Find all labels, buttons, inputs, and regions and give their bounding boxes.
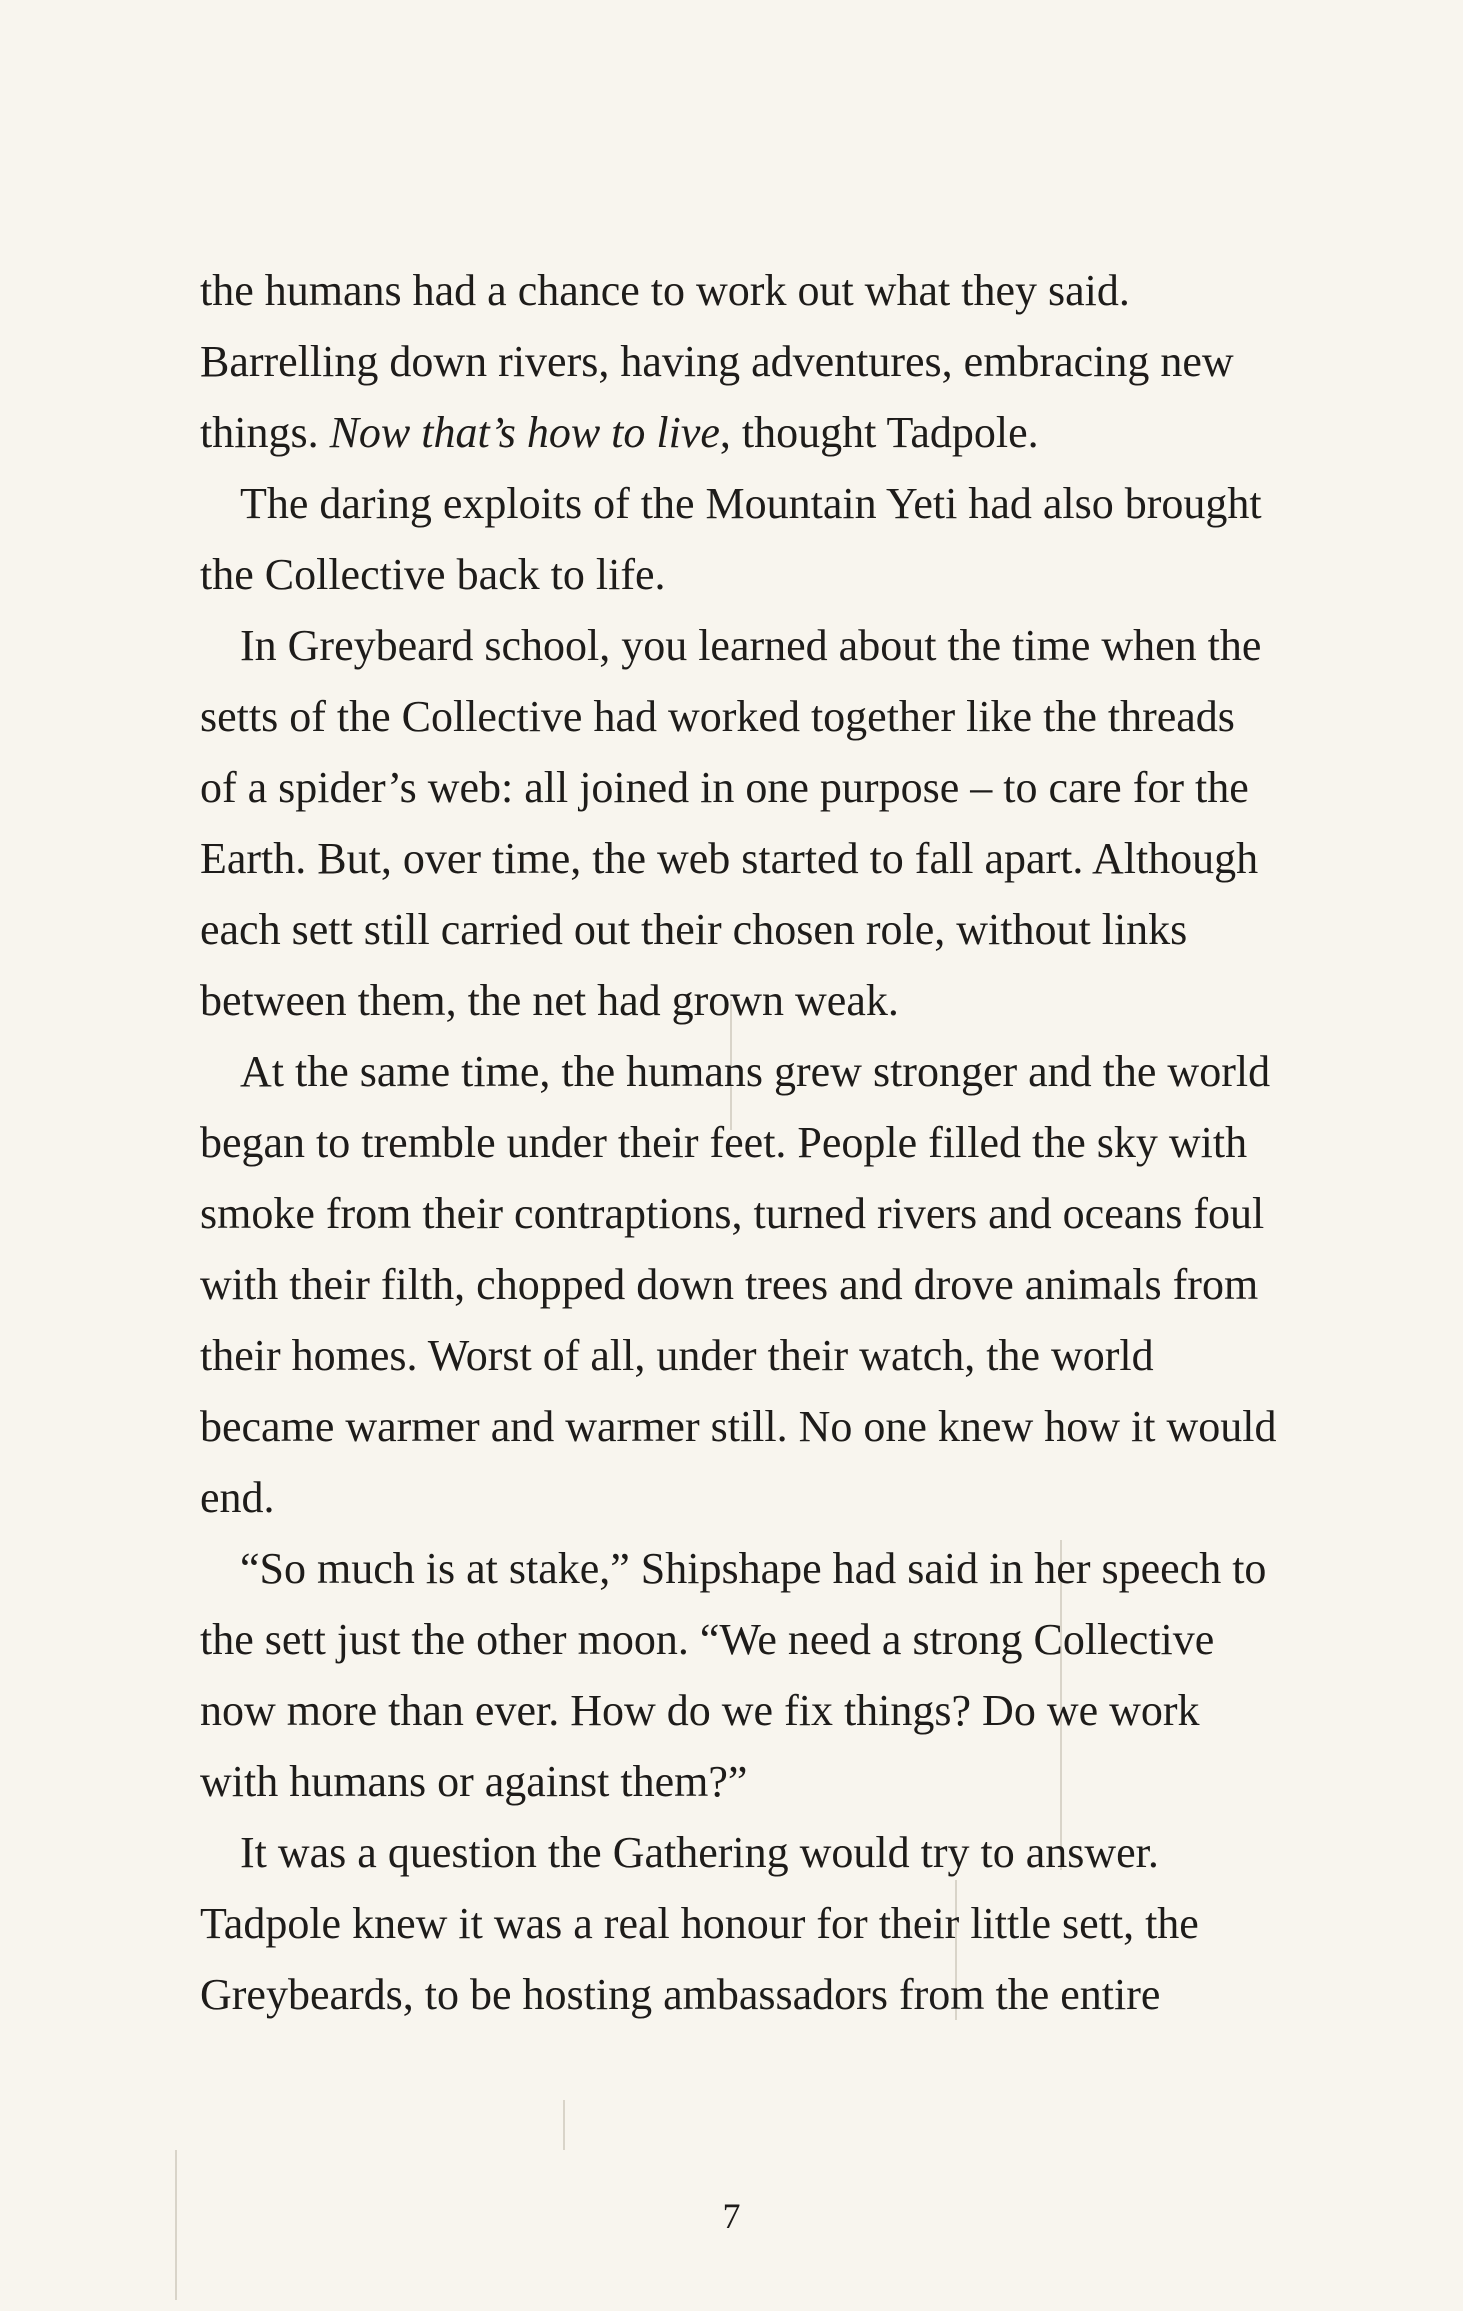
page-number: 7 (722, 2196, 741, 2236)
body-text (200, 255, 1280, 2030)
italic-thought: Now that’s how to live (329, 408, 720, 457)
paragraph: In Greybeard school, you learned about the time when the setts of the Collective had worked together like the threads of a spider’s web: all joined in one purpose – to care for the Earth. But, over time, the web started to fall apart. Although each sett still carried out their chosen role, without links between them, the net had grown weak. (200, 621, 1262, 1025)
paragraph (200, 255, 1280, 468)
paragraph: The daring exploits of the Mountain Yeti had also brought the Collective back to life. (200, 479, 1262, 599)
paragraph-text: the humans had a chance to work out what they said. Barrelling down rivers, having adventures, embracing new things. (200, 266, 1234, 457)
scan-artifact-line (563, 2100, 565, 2150)
paragraph-text: , thought Tadpole. (719, 408, 1039, 457)
paragraph: At the same time, the humans grew stronger and the world began to tremble under their feet. People filled the sky with smoke from their contraptions, turned rivers and oceans foul with their filth, chopped down trees and drove animals from their homes. Worst of all, under their watch, the world became warmer and warmer still. No one knew how it would end. (200, 1047, 1277, 1522)
paragraph: “So much is at stake,” Shipshape had said in her speech to the sett just the other moon. “We need a strong Collective now more than ever. How do we fix things? Do we work with humans or against them?” (200, 1544, 1267, 1806)
paragraph: It was a question the Gathering would try to answer. Tadpole knew it was a real honour for their little sett, the Greybeards, to be hosting ambassadors from the entire (200, 1828, 1199, 2019)
